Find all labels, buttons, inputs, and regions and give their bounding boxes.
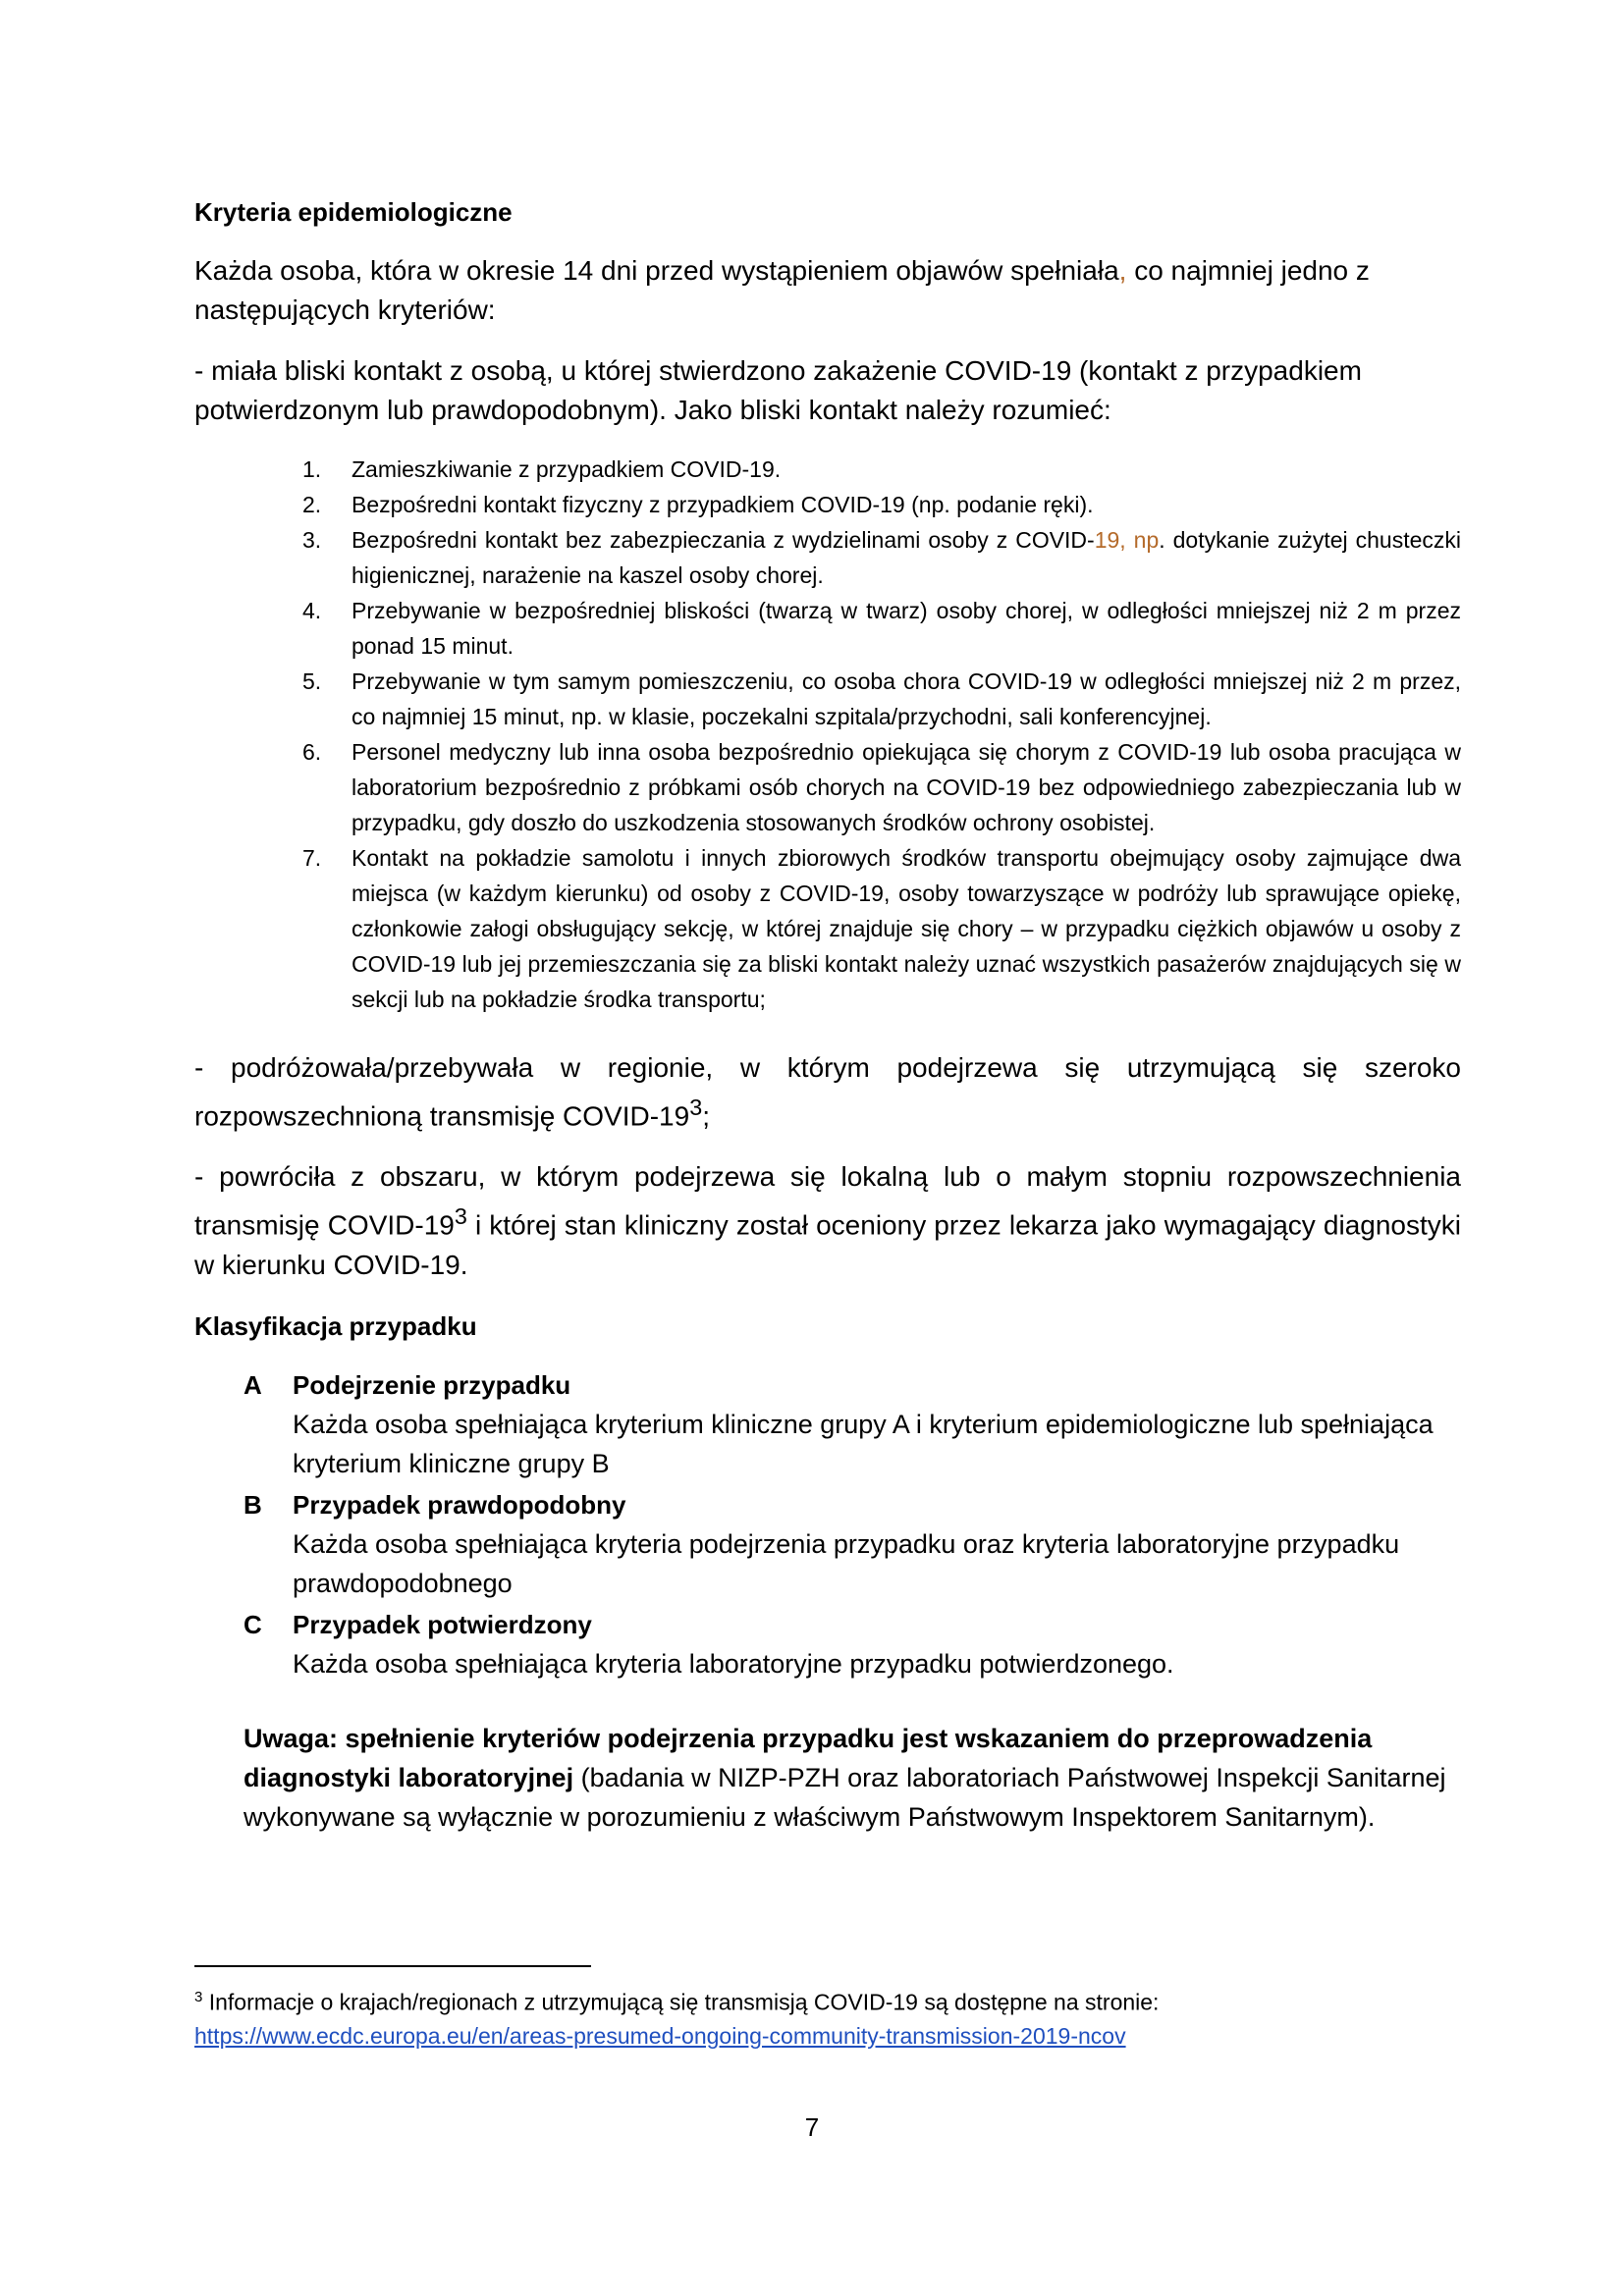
intro-text-2: co najmniej jedno z następujących kryteriów:: [194, 255, 1370, 325]
classification-description: Każda osoba spełniająca kryterium kliniczne grupy A i kryterium epidemiologiczne lub spełniająca kryterium kliniczne grupy B: [293, 1409, 1434, 1478]
classification-letter: C: [244, 1609, 262, 1639]
page-number: 7: [804, 2112, 820, 2142]
footnote-ref[interactable]: 3: [454, 1203, 467, 1230]
classification-item: [244, 1485, 1461, 1603]
list-item-text: . dotykanie zużytej chusteczki higienicznej, narażenie na kaszel osoby chorej.: [352, 527, 1461, 588]
list-item: [302, 522, 1461, 593]
list-item-text: Kontakt na pokładzie samolotu i innych zbiorowych środków transportu obejmujący osoby zajmujące dwa miejsca (w każdym kierunku) od osoby z COVID-19, osoby towarzyszące w podróży lub sprawujące opiekę, członkowie załogi obsługujący sekcję, w której znajduje się chory – w przypadku ciężkich objawów u osoby z COVID-19 lub jej przemieszczania się za bliski kontakt należy uznać wszystkich pasażerów znajdujących się w sekcji lub na pokładzie środka transportu;: [352, 845, 1461, 1012]
return-paragraph: [194, 1157, 1461, 1284]
return-text: - powróciła z obszaru, w którym podejrzewa się lokalną lub o małym stopniu rozpowszechnienia transmisję COVID-19: [194, 1161, 1461, 1241]
travel-paragraph: [194, 1048, 1461, 1136]
list-item-text: Przebywanie w tym samym pomieszczeniu, co osoba chora COVID-19 w odległości mniejszej niż 2 m przez, co najmniej 15 minut, np. w klasie, poczekalni szpitala/przychodni, sali konferencyjnej.: [352, 668, 1461, 729]
footnote-link[interactable]: https://www.ecdc.europa.eu/en/areas-presumed-ongoing-community-transmission-2019-ncov: [194, 2022, 1126, 2049]
list-number: 7.: [302, 845, 322, 871]
classification-list: [244, 1365, 1461, 1683]
classification-letter: A: [244, 1369, 262, 1400]
classification-letter: B: [244, 1489, 262, 1520]
list-item-text: Przebywanie w bezpośredniej bliskości (twarzą w twarz) osoby chorej, w odległości mniejszej niż 2 m przez ponad 15 minut.: [352, 598, 1461, 659]
page-content: [194, 192, 1461, 1837]
travel-text: - podróżowała/przebywała w regionie, w którym podejrzewa się utrzymującą się szeroko rozpowszechnioną transmisję COVID-19: [194, 1052, 1461, 1132]
footnote-separator: [194, 1965, 591, 1967]
note-bold-text: Uwaga: spełnienie kryteriów podejrzenia przypadku jest wskazaniem do przeprowadzenia diagnostyki laboratoryjnej: [244, 1723, 1373, 1792]
list-item-text: Bezpośredni kontakt bez zabezpieczania z wydzielinami osoby z COVID-: [352, 527, 1095, 553]
intro-paragraph: [194, 251, 1461, 330]
note-text: (badania w NIZP-PZH oraz laboratoriach Państwowej Inspekcji Sanitarnej wykonywane są wyłącznie w porozumieniu z właściwym Państwowym Inspektorem Sanitarnym).: [244, 1762, 1446, 1832]
note-paragraph: [244, 1719, 1461, 1837]
list-item: [302, 664, 1461, 734]
heading-epidemiological-criteria: Kryteria epidemiologiczne: [194, 197, 513, 227]
classification-item: [244, 1605, 1461, 1683]
list-number: 6.: [302, 739, 322, 765]
footnote: [194, 1981, 1471, 2053]
list-item-text: Zamieszkiwanie z przypadkiem COVID-19.: [352, 456, 782, 482]
list-item-text-highlight: 19, np: [1094, 527, 1160, 553]
list-number: 2.: [302, 492, 322, 517]
list-item-text: Personel medyczny lub inna osoba bezpośrednio opiekująca się chorym z COVID-19 lub osoba pracująca w laboratorium bezpośrednio z próbkami osób chorych na COVID-19 bez odpowiedniego zabezpieczania lub w przypadku, gdy doszło do uszkodzenia stosowanych środków ochrony osobistej.: [352, 739, 1461, 835]
close-contact-criteria-list: [194, 452, 1461, 1017]
list-number: 3.: [302, 527, 322, 553]
list-item: [302, 487, 1461, 522]
footnote-mark: 3: [194, 1989, 203, 2005]
list-item: [302, 840, 1461, 1017]
list-item: [302, 452, 1461, 487]
list-item: [302, 593, 1461, 664]
return-text-end: i której stan kliniczny został oceniony przez lekarza jako wymagający diagnostyki w kierunku COVID-19.: [194, 1209, 1462, 1280]
list-item-text: Bezpośredni kontakt fizyczny z przypadkiem COVID-19 (np. podanie ręki).: [352, 492, 1094, 517]
heading-case-classification: Klasyfikacja przypadku: [194, 1310, 477, 1341]
list-number: 4.: [302, 598, 322, 623]
classification-title: Podejrzenie przypadku: [293, 1369, 571, 1400]
close-contact-paragraph: - miała bliski kontakt z osobą, u której stwierdzono zakażenie COVID-19 (kontakt z przypadkiem potwierdzonym lub prawdopodobnym). Jako bliski kontakt należy rozumieć:: [194, 355, 1362, 425]
travel-text-end: ;: [702, 1100, 710, 1132]
intro-comma: ,: [1118, 255, 1127, 286]
footnote-ref[interactable]: 3: [689, 1095, 703, 1120]
classification-description: Każda osoba spełniająca kryteria laboratoryjne przypadku potwierdzonego.: [293, 1648, 1174, 1679]
classification-title: Przypadek prawdopodobny: [293, 1489, 626, 1520]
classification-title: Przypadek potwierdzony: [293, 1609, 592, 1639]
footnote-text: Informacje o krajach/regionach z utrzymującą się transmisją COVID-19 są dostępne na stronie:: [202, 1989, 1160, 2015]
list-number: 5.: [302, 668, 322, 694]
intro-text-1: Każda osoba, która w okresie 14 dni przed wystąpieniem objawów spełniała: [194, 255, 1119, 286]
classification-description: Każda osoba spełniająca kryteria podejrzenia przypadku oraz kryteria laboratoryjne przypadku prawdopodobnego: [293, 1528, 1400, 1598]
list-number: 1.: [302, 456, 322, 482]
classification-item: [244, 1365, 1461, 1483]
list-item: [302, 734, 1461, 840]
